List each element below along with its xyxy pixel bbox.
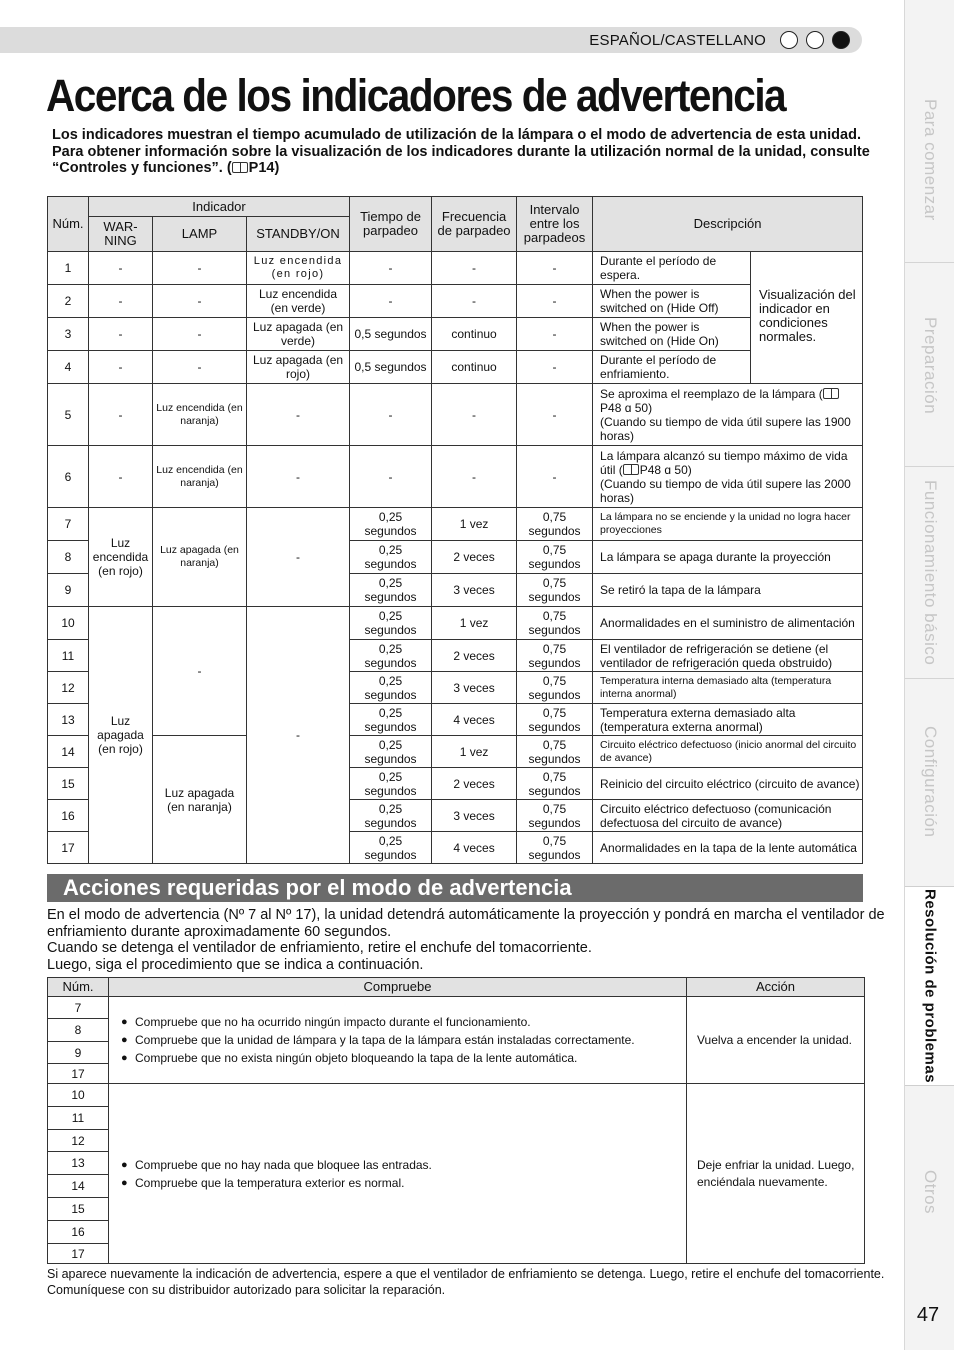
table-cell: 10	[48, 607, 89, 640]
table-cell: Vuelva a encender la unidad.	[687, 997, 865, 1084]
table-cell: Reinicio del circuito eléctrico (circuito de avance)	[593, 768, 863, 800]
normal-note: Visualización del indicador en condiciones normales.	[751, 252, 863, 384]
table-cell: 2	[48, 285, 89, 318]
table-cell: 17	[48, 1244, 109, 1264]
section-heading: Acciones requeridas por el modo de advertencia	[47, 874, 863, 902]
table-cell: 3 veces	[432, 574, 517, 607]
table-cell: 7	[48, 997, 109, 1019]
table-cell: ● Compruebe que no ha ocurrido ningún impacto durante el funcionamiento. ● Compruebe que la unidad de lámpara y la tapa de la lámpara están instaladas correctamente. ● Compruebe que no exista ningún objeto bloqueando la tapa de la lente automática.	[109, 997, 687, 1084]
table-cell: El ventilador de refrigeración se detiene (el ventilador de refrigeración queda obstruido)	[593, 640, 863, 672]
page-title: Acerca de los indicadores de advertencia	[46, 70, 786, 121]
header-intervalo: Intervalo entre los parpadeos	[517, 197, 593, 252]
table-cell: -	[153, 285, 247, 318]
table-cell: 16	[48, 800, 89, 832]
table-cell: Deje enfriar la unidad. Luego, enciéndala nuevamente.	[687, 1084, 865, 1264]
header-standby: STANDBY/ON	[247, 217, 350, 252]
table-cell: 0,25 segundos	[350, 704, 432, 736]
language-bar	[0, 27, 862, 53]
table-cell: 13	[48, 1152, 109, 1175]
table-cell: 12	[48, 1130, 109, 1152]
table-cell: 0,25 segundos	[350, 508, 432, 541]
table-cell: 14	[48, 1175, 109, 1198]
table-cell: 4 veces	[432, 832, 517, 864]
header-accion: Acción	[687, 978, 865, 997]
table-cell: 10	[48, 1084, 109, 1107]
table-cell: -	[89, 285, 153, 318]
header-tiempo: Tiempo de parpadeo	[350, 197, 432, 252]
header-frecuencia: Frecuencia de parpadeo	[432, 197, 517, 252]
table-cell: -	[432, 446, 517, 508]
dot-icon-2	[806, 31, 824, 49]
header-num: Núm.	[48, 978, 109, 997]
table-cell: 0,25 segundos	[350, 736, 432, 768]
table-cell: -	[153, 252, 247, 285]
table-cell: -	[153, 351, 247, 384]
tab-resolucion-de-problemas[interactable]: Resolución de problemas	[905, 886, 954, 1086]
table-cell: continuo	[432, 351, 517, 384]
table-cell: Luz encendida (en verde)	[247, 285, 350, 318]
table-cell: -	[247, 384, 350, 446]
table-cell: Luz encendida (en naranja)	[153, 446, 247, 508]
table-cell: 2 veces	[432, 768, 517, 800]
table-cell: -	[89, 446, 153, 508]
dot-icon-1	[780, 31, 798, 49]
table-cell: -	[350, 446, 432, 508]
book-icon	[232, 162, 248, 173]
footer-note: Si aparece nuevamente la indicación de advertencia, espere a que el ventilador de enfriamiento se detenga. Luego, retire el enchufe del tomacorriente. Comuníquese con su distribuidor autorizado para solicitar la reparación.	[47, 1267, 885, 1297]
table-cell: -	[153, 607, 247, 736]
table-cell: -	[247, 607, 350, 864]
table-cell: continuo	[432, 318, 517, 351]
table-cell: -	[517, 252, 593, 285]
table-row	[48, 446, 863, 508]
table-cell: -	[350, 384, 432, 446]
table-cell: Luz apagada (en naranja)	[153, 508, 247, 607]
table-row	[48, 736, 863, 768]
table-cell: 11	[48, 640, 89, 672]
table-cell: -	[517, 384, 593, 446]
table-cell: Durante el período de espera.	[593, 252, 751, 285]
table-cell: -	[517, 351, 593, 384]
table-cell: Se retiró la tapa de la lámpara	[593, 574, 863, 607]
table-cell: La lámpara se apaga durante la proyección	[593, 541, 863, 574]
table-cell: Circuito eléctrico defectuoso (comunicación defectuosa del circuito de avance)	[593, 800, 863, 832]
table-cell: 0,25 segundos	[350, 672, 432, 704]
table-cell: 3 veces	[432, 800, 517, 832]
header-lamp: LAMP	[153, 217, 247, 252]
page-ref: P14	[248, 160, 275, 176]
table-cell: 8	[48, 541, 89, 574]
table-cell: ● Compruebe que no hay nada que bloquee las entradas. ● Compruebe que la temperatura exterior es normal.	[109, 1084, 687, 1264]
table-cell: Luz apagada (en verde)	[247, 318, 350, 351]
table-cell: 0,75 segundos	[517, 672, 593, 704]
table-cell: Anormalidades en la tapa de la lente automática	[593, 832, 863, 864]
table-cell: 0,25 segundos	[350, 800, 432, 832]
table-row	[48, 351, 863, 384]
table-cell: 0,75 segundos	[517, 800, 593, 832]
table-cell: 9	[48, 1042, 109, 1064]
table-row	[48, 252, 863, 285]
tab-para-comenzar[interactable]: Para comenzar	[921, 99, 940, 221]
table-cell: 0,75 segundos	[517, 574, 593, 607]
table-cell: 0,75 segundos	[517, 704, 593, 736]
table-cell: 2 veces	[432, 541, 517, 574]
table-cell: Durante el período de enfriamiento.	[593, 351, 751, 384]
header-indicador: Indicador	[89, 197, 350, 217]
table-cell: 0,75 segundos	[517, 832, 593, 864]
table-cell: 0,25 segundos	[350, 541, 432, 574]
table-cell: -	[89, 252, 153, 285]
table-row	[48, 997, 865, 1019]
table-cell: La lámpara alcanzó su tiempo máximo de vida útil ( P48 ɑ 50) (Cuando su tiempo de vida útil supere las 2000 horas)	[593, 446, 863, 508]
table-cell: -	[350, 285, 432, 318]
table-cell: -	[153, 318, 247, 351]
header-descripcion: Descripción	[593, 197, 863, 252]
table-cell: 15	[48, 768, 89, 800]
table-cell: 0,75 segundos	[517, 640, 593, 672]
tab-preparacion[interactable]: Preparación	[921, 316, 940, 415]
tab-otros[interactable]: Otros	[921, 1169, 940, 1215]
table-cell: -	[247, 508, 350, 607]
header-compruebe: Compruebe	[109, 978, 687, 997]
table-cell: 1	[48, 252, 89, 285]
table-cell: Luz apagada (en naranja)	[153, 736, 247, 864]
table-cell: 3 veces	[432, 672, 517, 704]
table-cell: Temperatura interna demasiado alta (temperatura interna anormal)	[593, 672, 863, 704]
table-cell: -	[432, 384, 517, 446]
table-cell: Se aproxima el reemplazo de la lámpara (P48 ɑ 50) (Cuando su tiempo de vida útil supere las 1900 horas)	[593, 384, 863, 446]
table-cell: 1 vez	[432, 607, 517, 640]
table-row	[48, 508, 863, 541]
table-cell: 8	[48, 1019, 109, 1042]
indicator-table	[47, 196, 863, 864]
action-table	[47, 977, 865, 1264]
table-cell: -	[432, 252, 517, 285]
table-cell: Luz encendida (en naranja)	[153, 384, 247, 446]
table-cell: La lámpara no se enciende y la unidad no logra hacer proyecciones	[593, 508, 863, 541]
table-cell: 17	[48, 832, 89, 864]
table-cell: 0,25 segundos	[350, 607, 432, 640]
table-cell: -	[517, 285, 593, 318]
table-cell: Luz apagada (en rojo)	[89, 607, 153, 864]
table-cell: 0,25 segundos	[350, 768, 432, 800]
table-cell: 0,75 segundos	[517, 736, 593, 768]
table-cell: Luz encendida (en rojo)	[247, 252, 350, 285]
table-row	[48, 318, 863, 351]
table-row	[48, 285, 863, 318]
table-cell: 0,75 segundos	[517, 541, 593, 574]
table-cell: Luz apagada (en rojo)	[247, 351, 350, 384]
table-cell: 0,75 segundos	[517, 607, 593, 640]
table-cell: 4 veces	[432, 704, 517, 736]
table-cell: 17	[48, 1064, 109, 1084]
table-cell: Circuito eléctrico defectuoso (inicio anormal del circuito de avance)	[593, 736, 863, 768]
table-cell: 0,25 segundos	[350, 832, 432, 864]
table-cell: -	[432, 285, 517, 318]
language-label: ESPAÑOL/CASTELLANO	[589, 32, 766, 49]
table-cell: 0,75 segundos	[517, 768, 593, 800]
table-cell: 1 vez	[432, 736, 517, 768]
table-row	[48, 1084, 865, 1107]
table-cell: -	[517, 446, 593, 508]
table-cell: 7	[48, 508, 89, 541]
table-cell: 12	[48, 672, 89, 704]
table-cell: Temperatura externa demasiado alta (temperatura externa anormal)	[593, 704, 863, 736]
table-cell: -	[89, 384, 153, 446]
header-warning: WAR-NING	[89, 217, 153, 252]
progress-dots	[780, 31, 850, 49]
table-cell: 4	[48, 351, 89, 384]
section-body: En el modo de advertencia (Nº 7 al Nº 17), la unidad detendrá automáticamente la proyección y pondrá en marcha el ventilador de enfriamiento durante aproximadamente 60 segundos. Cuando se detenga el ventilador de enfriamiento, retire el enchufe del tomacorriente. Luego, siga el procedimiento que se indica a continuación.	[47, 907, 885, 973]
book-icon	[823, 388, 839, 399]
header-num: Núm.	[48, 197, 89, 252]
page-number: 47	[916, 1304, 940, 1326]
table-cell: 0,25 segundos	[350, 640, 432, 672]
table-cell: 16	[48, 1221, 109, 1244]
intro-line-1: Los indicadores muestran el tiempo acumulado de utilización de la lámpara o el modo de advertencia de esta unidad.	[52, 127, 861, 143]
table-cell: 6	[48, 446, 89, 508]
table-cell: -	[89, 318, 153, 351]
intro-line-2: Para obtener información sobre la visualización de los indicadores durante la utilización normal de la unidad, consulte “Controles y funciones”. ( P14)	[52, 143, 870, 176]
intro-text	[52, 127, 872, 177]
table-cell: When the power is switched on (Hide Off)	[593, 285, 751, 318]
table-cell: Anormalidades en el suministro de alimentación	[593, 607, 863, 640]
table-cell: -	[89, 351, 153, 384]
table-cell: 9	[48, 574, 89, 607]
table-cell: 14	[48, 736, 89, 768]
table-cell: 0,75 segundos	[517, 508, 593, 541]
table-cell: 13	[48, 704, 89, 736]
tab-configuracion[interactable]: Configuración	[921, 726, 940, 838]
table-cell: -	[247, 446, 350, 508]
table-cell: 5	[48, 384, 89, 446]
table-cell: 3	[48, 318, 89, 351]
section-sidebar	[904, 0, 954, 1350]
table-cell: 1 vez	[432, 508, 517, 541]
dot-icon-3-active	[832, 31, 850, 49]
table-cell: 0,5 segundos	[350, 318, 432, 351]
table-cell: 2 veces	[432, 640, 517, 672]
table-cell: 11	[48, 1107, 109, 1130]
table-cell: Luz encendida (en rojo)	[89, 508, 153, 607]
table-row	[48, 384, 863, 446]
table-row	[48, 607, 863, 640]
table-cell: 0,25 segundos	[350, 574, 432, 607]
table-cell: 0,5 segundos	[350, 351, 432, 384]
table-cell: -	[517, 318, 593, 351]
table-cell: -	[350, 252, 432, 285]
book-icon	[623, 464, 639, 475]
table-cell: 15	[48, 1198, 109, 1221]
tab-funcionamiento-basico[interactable]: Funcionamiento básico	[921, 479, 940, 666]
table-cell: When the power is switched on (Hide On)	[593, 318, 751, 351]
